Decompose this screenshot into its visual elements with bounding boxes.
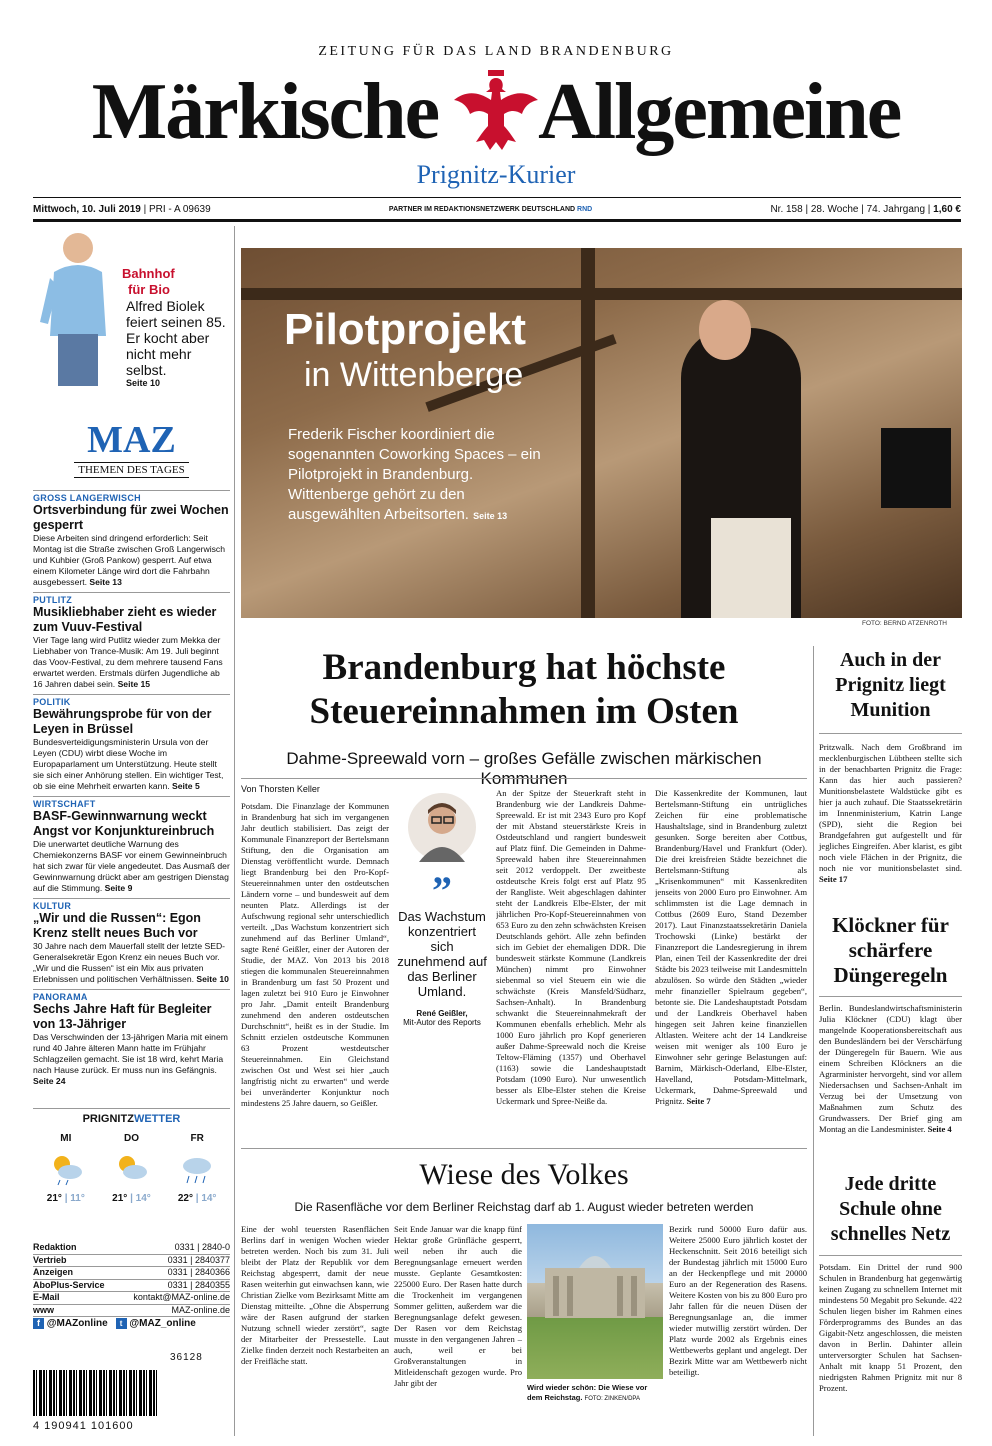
teaser-title: Bahnhof für Bio <box>122 266 175 297</box>
teaser-photo <box>36 226 116 386</box>
contact-row[interactable]: E-Mail kontakt@MAZ-online.de <box>33 1292 230 1305</box>
weather-day: DO 21° | 14° <box>112 1133 151 1204</box>
right-story-1[interactable] <box>819 648 962 885</box>
theme-item[interactable]: WIRTSCHAFT BASF-Gewinnwarnung weckt Angst vor Konjunktureinbruch Die unerwartet deutliche Warnung des Chemiekonzerns BASF vor einem Gewinneinbruch hat sich zwar für viele angedeutet. Das Ausmaß der Gewinnwarnung drückt aber am gestrigen Dienstag auf die Stimmung. Seite 9 <box>33 796 230 894</box>
wiese-headline[interactable]: Wiese des Volkes <box>419 1158 629 1191</box>
wiese-col-4: Bezirk rund 50000 Euro dafür aus. Weitere 25000 Euro jährlich kostet der Heckenschnitt. Seit 2016 beteiligt sich der Bundestag jährlich mit 15000 Euro an der Heckenpflege und mit 20000 Euro an der Regeneration des Rasens. Weitere Kosten von bis zu 800 Euro pro Jahr fallen für die neuen Düsen der Beregnungsanlage an, die immer wieder mutwillig zerstört würden. Der Platz wurde 2002 als Ergebnis eines Wettbewerbs geplant und angelegt. Der Bezirk Mitte war am Wettbewerb nicht beteiligt. <box>669 1224 807 1377</box>
themes-list <box>33 490 230 1091</box>
lead-title-2: in Wittenberge <box>304 356 524 394</box>
barcode-top: 36128 <box>170 1352 203 1363</box>
lead-title-1: Pilotprojekt <box>284 305 527 354</box>
theme-item[interactable]: PUTLITZ Musikliebhaber zieht es wieder zum Vuuv-Festival Vier Tage lang wird Putlitz wieder zum Mekka der Liebhaber von Trance-Musik: Am 19. Juli beginnt das Voov-Festival, zu dem mehrere tausend Fans erwartet werden. Erstmals dürfen Jugendliche ab 16 Jahren dabei sein. Seite 15 <box>33 592 230 690</box>
masthead-top-line: ZEITUNG FÜR DAS LAND BRANDENBURG <box>318 44 674 59</box>
masthead-title-left: Märkische <box>91 68 439 156</box>
teaser[interactable] <box>122 266 227 388</box>
rain-cloud-icon <box>177 1150 217 1186</box>
main-subhead: Dahme-Spreewald vorn – großes Gefälle zwischen märkischen Kommunen <box>286 749 762 788</box>
theme-item[interactable]: PANORAMA Sechs Jahre Haft für Begleiter von 13-Jähriger Das Verschwinden der 13-jährigen Maria mit einem rund 40 Jahre älteren Mann hatte im Frühjahr Schlagzeilen gemacht. Sie ist 18 wird, kehrt Maria nach Hause zurück. Er muss nun ins Gefängnis. Seite 24 <box>33 989 230 1087</box>
wiese-col-2: Seit Ende Januar war die knapp fünf Hektar große Grünfläche gesperrt, weil neben ihr auch die Beregnungsanlage erneuert werden musste. Geplante Gesamtkosten: 225000 Euro. Der Rasen hatte durch die Trockenheit im vergangenen Sommer gelitten, außerdem war die Beregnungsanlage defekt gewesen. Der Rasen vor dem Reichstag musste in den vergangenen Jahren – auch, weil er bei Großveranstaltungen in Mitleidenschaft gezogen wurde. Pro Jahr gibt der <box>394 1224 522 1388</box>
wiese-col-1: Eine der wohl teuersten Rasenflächen Berlins darf in wenigen Wochen wieder betreten werden. Noch bis zum 31. Juli bleibt der Platz der Republik vor dem Reichstag abgesperrt, damit der neue Rasen weiterhin gut einwachsen kann, wie Christian Zielke vom Bezirksamt Mitte am Dienstag mitteilte. „Ohne die Absperrung wäre der Rasen aufgrund der starken Nutzung schnell wieder zerstört“, sagte der Mitarbeiter der Pressestelle. Laut Zielke finden derzeit noch Restarbeiten an der Freifläche statt. <box>241 1224 389 1366</box>
quote-name: René Geißler, <box>416 1009 468 1018</box>
masthead-subtitle: Prignitz-Kurier <box>416 160 576 189</box>
sun-cloud-icon <box>111 1150 151 1186</box>
right-story-body: Berlin. Bundeslandwirtschaftsministerin Julia Klöckner (CDU) klagt über mangelnde Kooperationsbereitschaft aus den Bundesländern bei der Verschärfung der Düngeregeln für Bauern. Wie aus einem Schreiben Klöckners an die Agrarminister hervorgeht, sind vor allem Niedersachsen und Sachsen-Anhalt im Verzug bei der Umsetzung von Maßnahmen zum Schutz des Grundwassers. Der Brief ging am Montag an die Landesminister. Seite 4 <box>819 996 962 1135</box>
info-bar: Mittwoch, 10. Juli 2019 | PRI - A 09639 PARTNER IM REDAKTIONSNETZWERK DEUTSCHLAND RND Nr. 158 | 28. Woche | 74. Jahrgang | 1,60 € <box>33 203 961 215</box>
twitter-link[interactable]: t @MAZ_online <box>116 1318 196 1329</box>
byline: Von Thorsten Keller <box>241 784 320 794</box>
quote-mark-icon: ” <box>432 868 452 913</box>
contact-list <box>33 1242 230 1317</box>
right-story-body: Pritzwalk. Nach dem Großbrand im mecklenburgischen Lübtheen stellte sich in der benachbarten Prignitz die Frage: Kann das hier auch passieren? Munitionsbelastete Waldstücke gibt es hier ja auch zuhauf. Die Staatssekretärin im Innenministerium, Katrin Lange (SPD), sieht die Region bei Brandgefahren gut aufgestellt und für jegliches Eingreifen. Aber klarist, es gibt noch viele Flächen in der Prignitz, die noch nie vor munitionsbelastet sind. Seite 17 <box>819 733 962 885</box>
weather-title: PRIGNITZWETTER <box>33 1108 230 1125</box>
main-headline[interactable]: Brandenburg hat höchste Steuereinnahmen im Osten <box>309 647 739 732</box>
weather-box <box>33 1108 230 1204</box>
contact-row: Vertrieb 0331 | 2840377 <box>33 1255 230 1268</box>
barcode <box>33 1370 159 1416</box>
issue-number: Nr. 158 <box>770 203 803 215</box>
teaser-text: Alfred Biolek feiert seinen 85. Er kocht aber nicht mehr selbst. <box>126 298 226 378</box>
edition-code: PRI - A 09639 <box>148 203 211 215</box>
barcode-number: 4 190941 101600 <box>33 1420 134 1432</box>
quote-role: Mit-Autor des Reports <box>403 1018 481 1027</box>
contact-row[interactable]: www MAZ-online.de <box>33 1305 230 1318</box>
facebook-icon: f <box>33 1318 44 1329</box>
rnd-logo: RND <box>577 205 593 213</box>
masthead-title-right: Allgemeine <box>538 68 901 156</box>
brandenburg-eagle-icon <box>446 70 546 160</box>
contact-row: Anzeigen 0331 | 2840366 <box>33 1267 230 1280</box>
theme-item[interactable]: POLITIK Bewährungsprobe für von der Leyen in Brüssel Bundesverteidigungsministerin Ursula von der Leyen (CDU) wirbt diese Woche im Europaparlament um Unterstützung. Heute stellt sie sich einer Anhörung stellen. Ein wichtiger Test, ob sie eine Mehrheit erwarten kann. Seite 5 <box>33 694 230 792</box>
theme-item[interactable]: GROSS LANGERWISCH Ortsverbindung für zwei Wochen gesperrt Diese Arbeiten sind dringend erforderlich: Seit Montag ist die Straße zwischen Groß Langerwisch und Kuhbier (Groß Pankow) gesperrt. Auf etwa einem Kilometer Länge wird dort die Fahrbahn ausgebessert. Seite 13 <box>33 490 230 588</box>
maz-logo: MAZ <box>87 419 176 461</box>
reichstag-caption: Wird wieder schön: Die Wiese vor dem Reichstag. FOTO: ZINKEN/DPA <box>527 1383 648 1402</box>
lead-photo-credit: FOTO: BERND ATZENROTH <box>862 620 947 627</box>
teaser-page: Seite 10 <box>126 378 161 388</box>
maz-themes-label: THEMEN DES TAGES <box>74 462 188 478</box>
issue-date: Mittwoch, 10. Juli 2019 <box>33 203 141 215</box>
contact-row: AboPlus-Service 0331 | 2840355 <box>33 1280 230 1293</box>
main-col-4: Die Kassenkredite der Kommunen, laut Bertelsmann-Stiftung ein untrügliches Zeichen für eine problematische Haushaltslage, sind in Brandenburg zuletzt gesunken. Sorge bereiten aber Cottbus, Brandenburg/Havel und Frankfurt (Oder). Die drei kreisfreien Städte bezeichnet die Bertelsmann-Stiftung als „Krisenkommunen“ mit Kassenkrediten jenseits von 2000 Euro pro Einwohner. Am schlimmsten ist die Lage demnach in Cottbus (2609 Euro, Stand Dezember 2017). Laut Finanzstaatssekretärin Daniela Trochowski (Linke) bestärkt der Finanzreport die Landesregierung in ihrem Plan, einen Teil der Kassenkredite der drei Städte bis 2023 teilweise mit Landesmitteln abzulösen. So würde den Städten „wieder mehr finanzieller Spielraum gegeben“, betonte sie. Die Landeshauptstadt Potsdam und der Landkreis Oberhavel haben hingegen seit Jahren keine finanziellen Altlasten. Weitere acht der 14 Landkreise weisen mit weniger als 100 Euro je Einwohner sehr geringe Belastungen auf: Barnim, Märkisch-Oderland, Elbe-Elster, Havelland, Potsdam-Mittelmark, Uckermark, Dahme-Spreewald und Prignitz. Seite 7 <box>655 788 807 1106</box>
main-col-1: Potsdam. Die Finanzlage der Kommunen in Brandenburg hat sich im vergangenen Jahr deutlich stabilisiert. Das zeigt der Kommunale Finanzreport der Bertelsmann Stiftung, den die Organisation am Dienstag veröffentlicht wurde. Demnach liegt Brandenburg bei den Pro-Kopf-Steuereinnahmen unter den ostdeutschen Ländern vorne – und bundesweit auf dem neunten Platz. Allerdings ist der Aufschwung regional sehr unterschiedlich verteilt. „Das Wachstum konzentriert sich zunehmend auf das Berliner Umland“, sagte René Geißler, einer der Autoren der Studie, der MAZ. Von 2013 bis 2018 stiegen die kommunalen Steuereinnahmen in Brandenburg um fast 50 Prozent und lagen zuletzt bei 910 Euro je Einwohner pro Jahr. „Damit enteilt Brandenburg zunehmend den anderen ostdeutschen Durchschnitt“, heißt es in der Studie. Im Schnitt erzielen ostdeutsche Kommunen 63 Prozent westdeutscher Steuereinnahmen. Ein Gleichstand zwischen Ost und West sei hier „auch langfristig nicht zu erwarten“ und werde bei unveränderter Konjunktur noch mindestens 25 Jahre dauern, so Geißler. <box>241 801 389 1108</box>
quote-box <box>397 792 487 1027</box>
right-story-headline: Auch in der Prignitz liegt Munition <box>835 649 946 721</box>
contact-row: Redaktion 0331 | 2840-0 <box>33 1242 230 1255</box>
quote-text: Das Wachstum konzentriert sich zunehmend auf das Berliner Umland. <box>397 909 487 999</box>
reichstag-photo <box>527 1224 663 1379</box>
right-story-headline: Jede dritte Schule ohne schnelles Netz <box>830 1173 951 1245</box>
issue-year: 74. Jahrgang <box>866 203 926 215</box>
partner-text: PARTNER IM REDAKTIONSNETZWERK DEUTSCHLAND <box>388 205 576 213</box>
right-story-headline: Klöckner für schärfere Düngeregeln <box>832 913 949 987</box>
sun-cloud-icon <box>46 1150 86 1186</box>
main-col-3: An der Spitze der Steuerkraft steht in Brandenburg wie der Landkreis Dahme-Spreewald. Er ist mit 2343 Euro pro Kopf der mit Abstand steuerstärkste Kreis in Ostdeutschland und rangiert bundesweit auf Platz fünf. Die Gemeinden in Dahme-Spreewald haben ihre Steuereinnahmen seit 2012 verdoppelt. Der zweitbeste ostdeutsche Kreis folgt erst auf Platz 95 der Rangliste. Weit abgeschlagen dahinter steht der Landkreis Elbe-Elster, der mit jährlichen Pro-Kopf-Steuereinnahmen von 653 Euro zu den zehn schwächsten Kreisen Deutschlands gehört. Alle zehn befinden sich im Gebiet der ehemaligen DDR. Die bundesweit stärkste Kommune (Landkreis München) nimmt pro Einwohner siebenmal so viel Steuern ein wie die schwächste (Kreis Mansfeld/Südharz, Sachsen-Anhalt). In Brandenburg schwankt die Steuereinnahmekraft der Kommunen ebenfalls erheblich. Mehr als 1000 Euro jährlich pro Kopf generieren außer Dahme-Spreewald noch die Kreise Teltow-Fläming (1357) und Oberhavel (1163) sowie die Landeshauptstadt Potsdam (1090 Euro). Nur unwesentlich besser als Elbe-Elster stehen die Kreise Uckermark und Spree-Neiße da. <box>496 788 646 1106</box>
author-portrait <box>407 792 477 862</box>
weather-day: FR 22° | 14° <box>177 1133 217 1204</box>
right-story-3[interactable] <box>819 1172 962 1425</box>
right-story-body: Potsdam. Ein Drittel der rund 900 Schulen in Brandenburg hat gegenwärtig keinen Zugang zu schnellem Internet mit mindestens 50 Megabit pro Sekunde. 422 Schulen liegen bisher im Rahmen eines Förderprogramms des Bundes an das Gigabit-Netz angeschlossen, die meisten davon in Berlin. Dahinter allein unterversorgter Schulen hat Sachsen-Anhalt mit knapp 51 Prozent, den niedrigsten Rahmen Prignitz mit nur 8 Prozent. <box>819 1255 962 1425</box>
facebook-link[interactable]: f @MAZonline <box>33 1318 108 1329</box>
theme-item[interactable]: KULTUR „Wir und die Russen“: Egon Krenz stellt neues Buch vor 30 Jahre nach dem Mauerfall stellt der letzte SED-Generalsekretär Egon Krenz ein neues Buch vor. „Wir und die Russen“ ist ein Mix aus privaten Erlebnissen und politischen Verhältnissen. Seite 10 <box>33 898 230 985</box>
issue-price: 1,60 € <box>933 203 961 215</box>
lead-description: Frederik Fischer koordiniert die sogenannten Coworking Spaces – ein Pilotprojekt in Brandenburg. Wittenberge gehört zu den ausgewählten Arbeitsorten. Seite 13 <box>288 426 541 523</box>
right-story-2[interactable] <box>819 913 962 1135</box>
wiese-subhead: Die Rasenfläche vor dem Berliner Reichstag darf ab 1. August wieder betreten werden <box>294 1200 754 1214</box>
twitter-icon: t <box>116 1318 127 1329</box>
issue-week: 28. Woche <box>810 203 859 215</box>
weather-day: MI 21° | 11° <box>46 1133 85 1204</box>
